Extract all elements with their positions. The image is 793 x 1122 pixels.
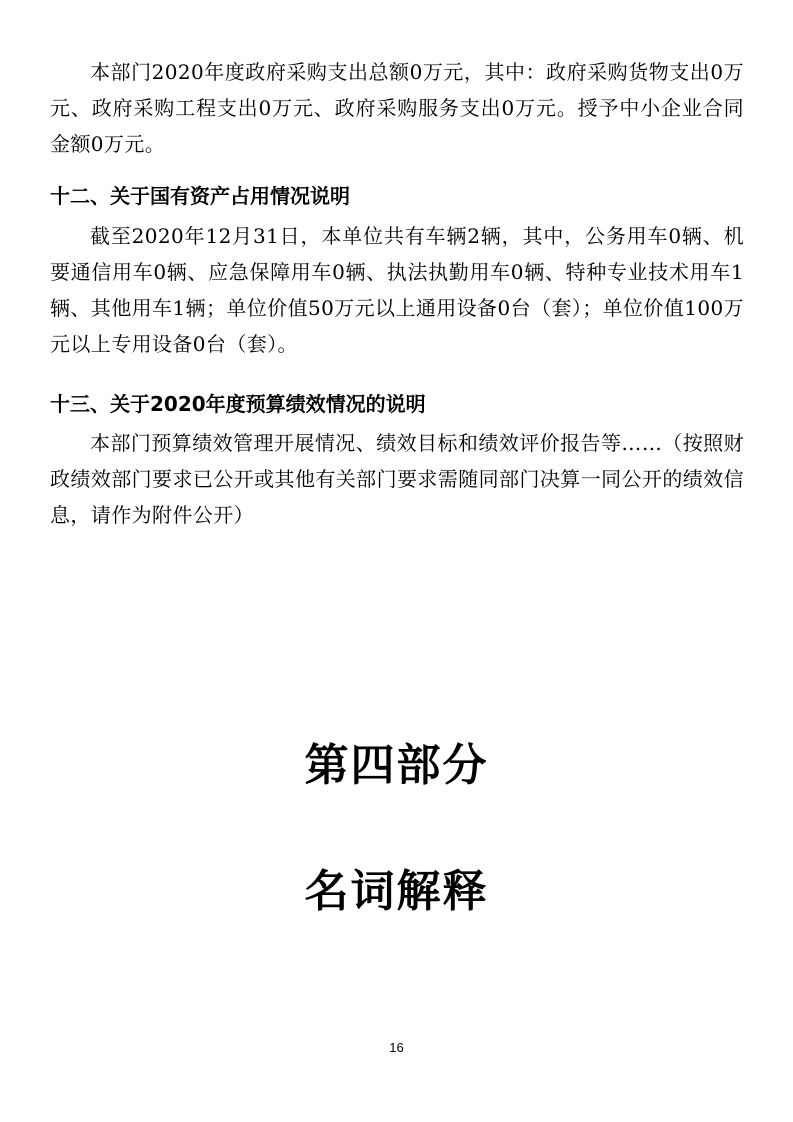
procurement-paragraph: 本部门2020年度政府采购支出总额0万元，其中：政府采购货物支出0万元、政府采购工程支出0万元、政府采购服务支出0万元。授予中小企业合同金额0万元。	[50, 60, 744, 156]
page-number: 16	[389, 1040, 404, 1055]
section-12-heading: 十二、关于国有资产占用情况说明	[50, 184, 350, 208]
part-subtitle: 名词解释	[304, 866, 489, 917]
section-13-heading: 十三、关于2020年度预算绩效情况的说明	[50, 392, 426, 416]
performance-paragraph: 本部门预算绩效管理开展情况、绩效目标和绩效评价报告等……（按照财政绩效部门要求已公开或其他有关部门要求需随同部门决算一同公开的绩效信息，请作为附件公开）	[50, 431, 744, 527]
assets-paragraph: 截至2020年12月31日，本单位共有车辆2辆，其中，公务用车0辆、机要通信用车0辆、应急保障用车0辆、执法执勤用车0辆、特种专业技术用车1辆、其他用车1辆；单位价值50万元以上通用设备0台（套）；单位价值100万元以上专用设备0台（套）。	[50, 224, 744, 356]
part-title: 第四部分	[304, 740, 489, 791]
